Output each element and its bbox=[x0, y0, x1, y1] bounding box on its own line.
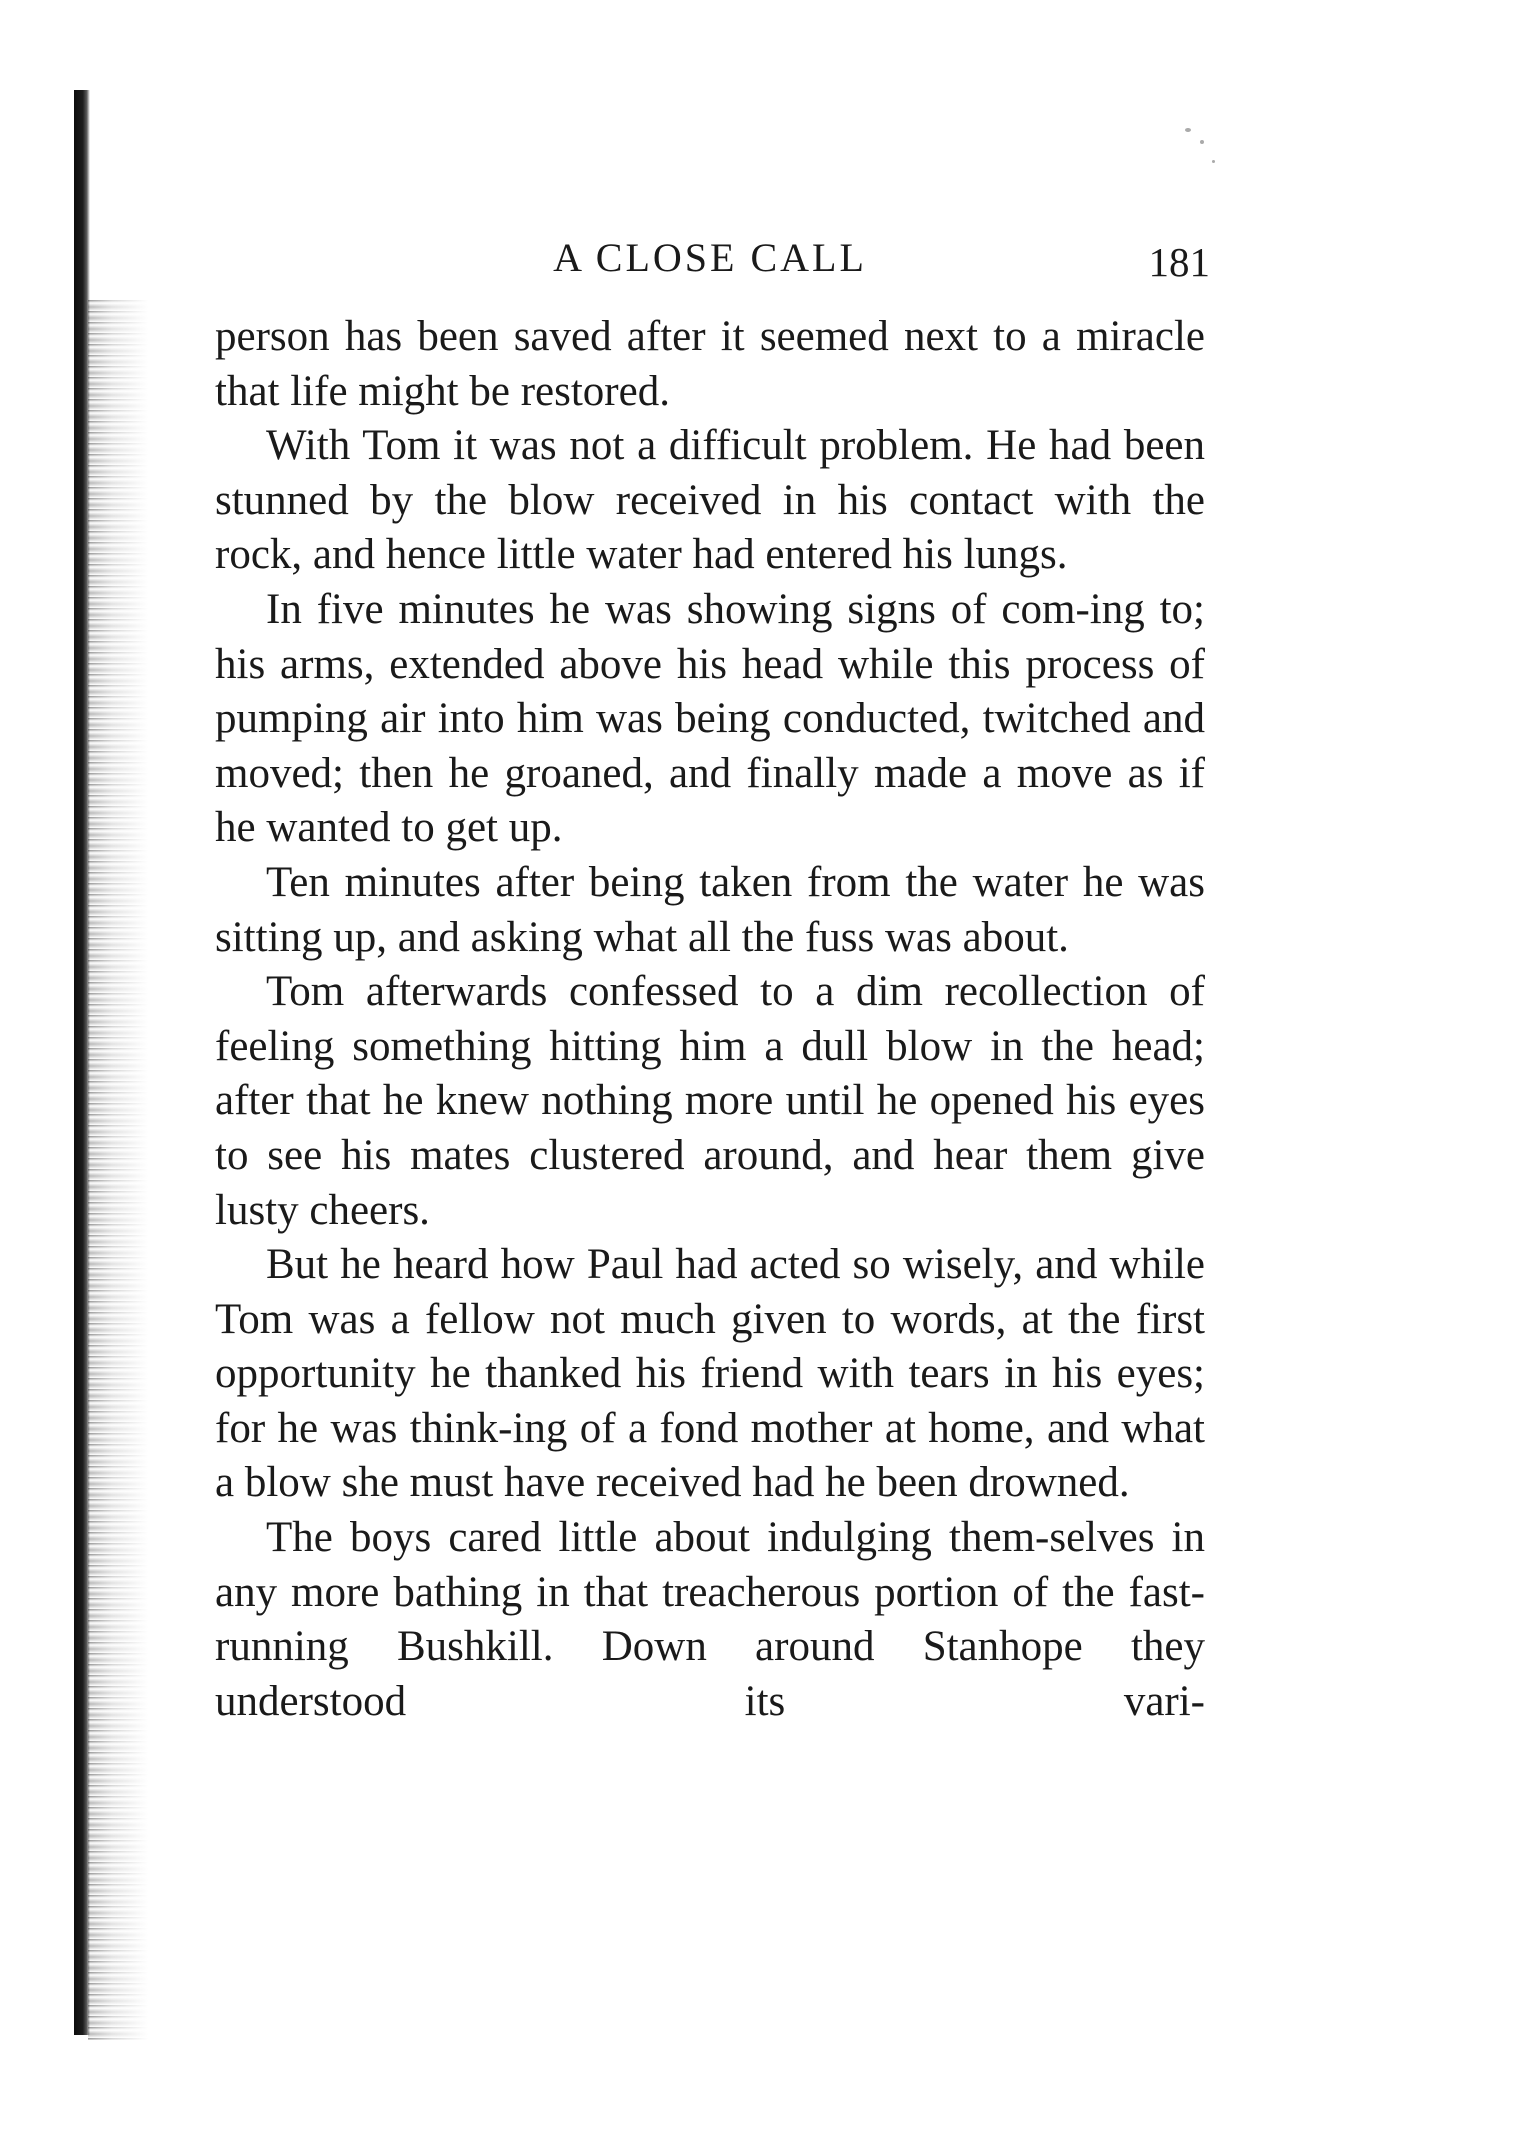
paragraph-3: In five minutes he was showing signs of com-ing to; his arms, extended above his head while this process of pumping air into him was being conducted, twitched and moved; then he groaned, and finally made a move as if he wanted to get up. bbox=[215, 585, 1205, 852]
binding-scan-noise bbox=[88, 300, 148, 2040]
page-header bbox=[210, 228, 1210, 288]
scan-speck bbox=[1185, 128, 1191, 132]
paragraph-6: But he heard how Paul had acted so wisely, and while Tom was a fellow not much given to words, at the first opportunity he thanked his friend with tears in his eyes; for he was think-ing of a fond mother at home, and what a blow she must have received had he been drowned. bbox=[215, 1241, 1205, 1507]
scan-speck bbox=[1212, 160, 1215, 163]
paragraph-7: The boys cared little about indulging them-selves in any more bathing in that treacherous portion of the fast-running Bushkill. Down around Stanhope they understood its vari- bbox=[215, 1514, 1205, 1725]
running-head: A CLOSE CALL bbox=[553, 235, 867, 280]
paragraph-2: With Tom it was not a difficult problem. He had been stunned by the blow received in his contact with the rock, and hence little water had entered his lungs. bbox=[215, 422, 1205, 579]
scan-speck bbox=[1200, 140, 1204, 144]
paragraph-4: Ten minutes after being taken from the water he was sitting up, and asking what all the fuss was about. bbox=[215, 858, 1205, 961]
page-number: 181 bbox=[1148, 239, 1210, 285]
paragraph-1: person has been saved after it seemed next to a miracle that life might be restored. bbox=[215, 313, 1205, 415]
paragraph-5: Tom afterwards confessed to a dim recollection of feeling something hitting him a dull blow in the head; after that he knew nothing more until he opened his eyes to see his mates clustered around, and hear them give lusty cheers. bbox=[215, 968, 1205, 1234]
body-text bbox=[215, 310, 1205, 1729]
